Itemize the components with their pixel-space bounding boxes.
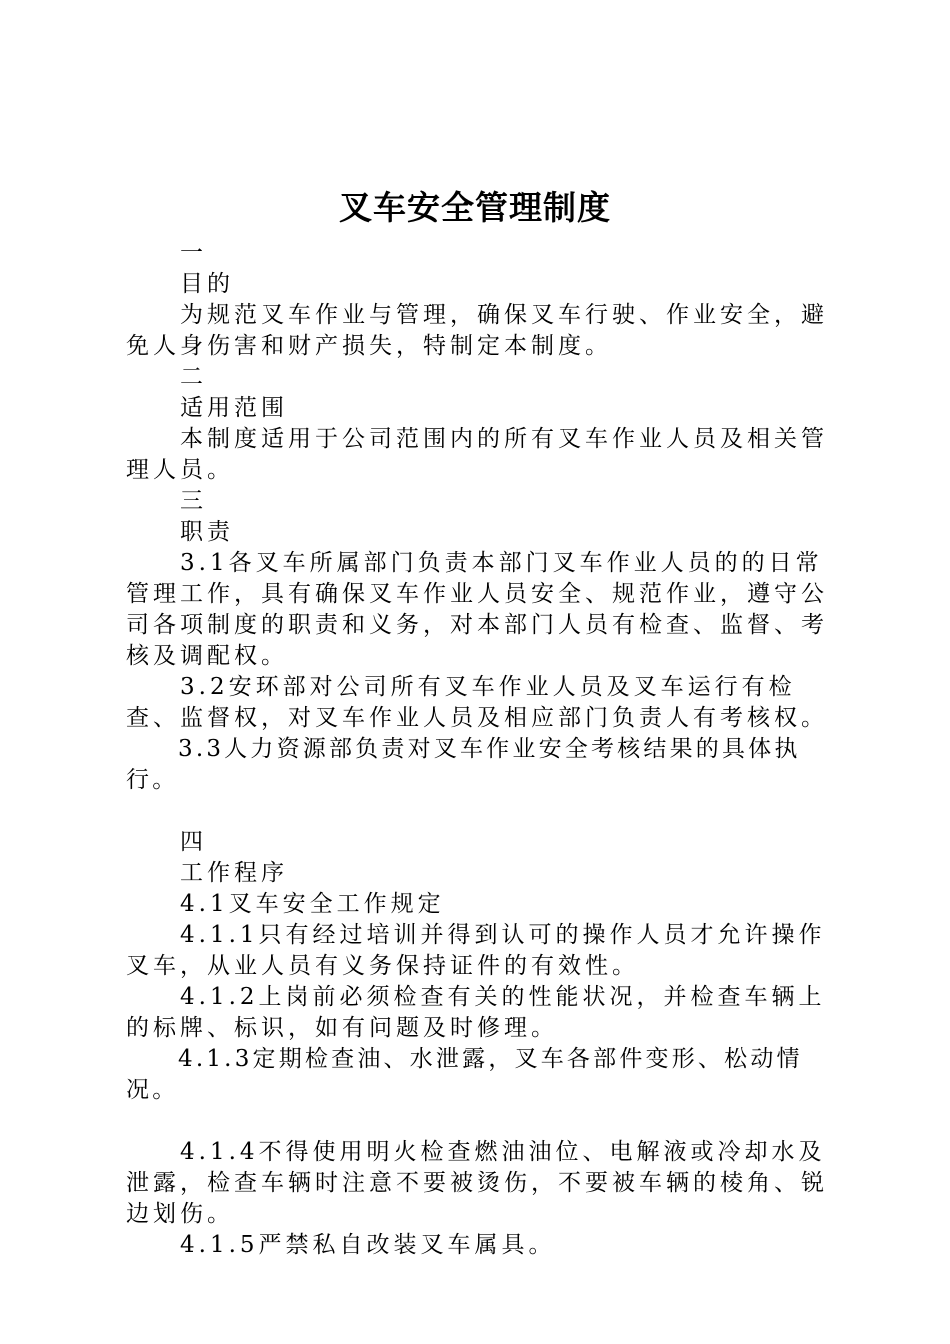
section-heading-scope: 适用范围 xyxy=(180,395,288,421)
section-heading-duties: 职责 xyxy=(180,519,234,545)
blank-line xyxy=(126,1106,836,1137)
section-number-2: 二 xyxy=(180,364,207,390)
blank-line xyxy=(126,796,836,827)
section-heading-procedure: 工作程序 xyxy=(180,860,288,886)
document-title: 叉车安全管理制度 xyxy=(339,188,611,227)
section-number-4: 四 xyxy=(180,829,207,855)
clause-4-1-5: 4.1.5严禁私自改装叉车属具。 xyxy=(180,1232,556,1258)
section-text-scope: 本制度适用于公司范围内的所有叉车作业人员及相关管理人员。 xyxy=(126,426,828,483)
clause-4-1-3: 4.1.3定期检查油、水泄露，叉车各部件变形、松动情况。 xyxy=(126,1046,803,1103)
section-heading-purpose: 目的 xyxy=(180,271,234,297)
clause-4-1-1: 4.1.1只有经过培训并得到认可的操作人员才允许操作叉车，从业人员有义务保持证件的有效性。 xyxy=(126,922,826,979)
document-body xyxy=(126,238,836,1261)
clause-4-1-2: 4.1.2上岗前必须检查有关的性能状况，并检查车辆上的标牌、标识，如有问题及时修理。 xyxy=(126,984,826,1041)
clause-3-1: 3.1各叉车所属部门负责本部门叉车作业人员的的日常管理工作，具有确保叉车作业人员安全、规范作业，遵守公司各项制度的职责和义务，对本部门人员有检查、监督、考核及调配权。 xyxy=(126,550,828,669)
clause-4-1-4: 4.1.4不得使用明火检查燃油油位、电解液或冷却水及泄露，检查车辆时注意不要被烫伤，不要被车辆的棱角、锐边划伤。 xyxy=(126,1139,828,1227)
clause-4-1: 4.1叉车安全工作规定 xyxy=(180,891,445,917)
clause-3-2: 3.2安环部对公司所有叉车作业人员及叉车运行有检查、监督权，对叉车作业人员及相应部门负责人有考核权。 xyxy=(126,674,828,731)
section-text-purpose: 为规范叉车作业与管理，确保叉车行驶、作业安全，避免人身伤害和财产损失，特制定本制度。 xyxy=(126,302,828,359)
clause-3-3: 3.3人力资源部负责对叉车作业安全考核结果的具体执行。 xyxy=(126,736,801,793)
section-number-1: 一 xyxy=(180,240,207,266)
section-number-3: 三 xyxy=(180,488,207,514)
